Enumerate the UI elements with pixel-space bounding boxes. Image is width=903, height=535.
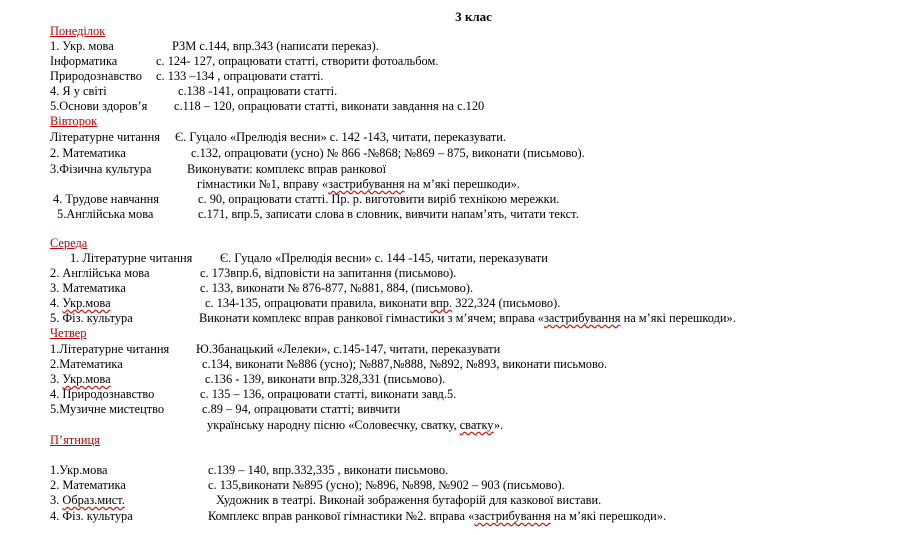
- assignment-text: Є. Гуцало «Прелюдія весни» с. 142 -143, читати, переказувати.: [175, 130, 506, 144]
- assignment-text: с.89 – 94, опрацювати статті; вивчити: [202, 402, 401, 416]
- subject-label: 5.Музичне мистецтво: [50, 402, 165, 416]
- subject-label: 4. Природознавство: [50, 387, 155, 401]
- assignment-text: с.134, виконати №886 (усно); №887,№888, №892, №893, виконати письмово.: [202, 357, 608, 371]
- text-segment: гімнастики №1, вправу «: [197, 177, 329, 191]
- subject-label: [50, 372, 111, 387]
- assignment-text: с. 135 – 136, опрацювати статті, виконати завд.5.: [200, 387, 457, 401]
- subject-label: Природознавство: [50, 69, 142, 83]
- page-title: 3 клас: [455, 9, 492, 24]
- assignment-text: Є. Гуцало «Прелюдія весни» с. 144 -145, читати, переказувати: [220, 251, 548, 265]
- day-heading-monday: Понеділок: [50, 24, 106, 38]
- assignment-text: с. 135,виконати №895 (усно); №896, №898, №902 – 903 (письмово).: [208, 478, 565, 492]
- text-segment: ».: [493, 418, 504, 432]
- subject-label: 4. Фіз. культура: [50, 509, 133, 523]
- assignment-text: с. 133, виконати № 876-877, №881, 884, (письмово).: [200, 281, 474, 295]
- item-number: 3.: [50, 372, 63, 386]
- day-heading-tuesday: Вівторок: [50, 114, 98, 128]
- spellcheck-word: сватку: [459, 418, 494, 432]
- assignment-text: Виконувати: комплекс вправ ранкової: [187, 162, 387, 176]
- assignment-text: с.171, впр.5, записати слова в словник, вивчити напам’ять, читати текст.: [198, 207, 579, 221]
- subject-label: 4. Трудове навчання: [53, 192, 160, 206]
- subject-label: [50, 296, 111, 311]
- subject-label: Літературне читання: [50, 130, 160, 144]
- text-segment: на м’які перешкоди».: [550, 509, 667, 523]
- text-segment: на м’які перешкоди».: [620, 311, 736, 325]
- assignment-text: [199, 311, 736, 326]
- subject-label: 3.Фізична культура: [50, 162, 152, 176]
- assignment-text: с.138 -141, опрацювати статті.: [178, 84, 338, 98]
- assignment-text: [207, 418, 503, 433]
- spellcheck-word: застрибування: [474, 509, 551, 523]
- assignment-text: Ю.Збанацький «Лелеки», с.145-147, читати, переказувати: [196, 342, 501, 356]
- text-segment: Виконати комплекс вправ ранкової гімнастики з м’ячем; вправа «: [199, 311, 544, 325]
- spellcheck-word: Укр.мова: [62, 372, 111, 386]
- text-segment: с. 134-135, опрацювати правила, виконати: [205, 296, 431, 310]
- text-segment: українську народну пісню «Соловеєчку, сватку,: [207, 418, 460, 432]
- subject-label: 1.Укр.мова: [50, 463, 108, 477]
- assignment-text: с.118 – 120, опрацювати статті, виконати завдання на с.120: [174, 99, 485, 113]
- subject-label: 2. Математика: [50, 146, 126, 160]
- subject-label: 5.Основи здоров’я: [50, 99, 148, 113]
- subject-label: 2. Математика: [50, 478, 126, 492]
- assignment-text: [205, 296, 560, 311]
- assignment-text: [197, 177, 520, 192]
- day-heading-thursday: Четвер: [50, 326, 87, 340]
- text-segment: Комплекс вправ ранкової гімнастики №2. вправа «: [208, 509, 475, 523]
- subject-label: 1. Літературне читання: [70, 251, 193, 265]
- assignment-text: с. 124- 127, опрацювати статті, створити фотоальбом.: [156, 54, 439, 68]
- subject-label: 5. Фіз. культура: [50, 311, 133, 325]
- subject-label: Інформатика: [50, 54, 118, 68]
- item-number: 3.: [50, 493, 63, 507]
- subject-label: 1.Літературне читання: [50, 342, 170, 356]
- day-heading-friday: П’ятниця: [50, 433, 100, 447]
- subject-label: 2.Математика: [50, 357, 123, 371]
- assignment-text: с.136 - 139, виконати впр.328,331 (письмово).: [205, 372, 446, 386]
- subject-label: 3. Математика: [50, 281, 126, 295]
- spellcheck-word: Образ.мист.: [62, 493, 125, 507]
- assignment-text: РЗМ с.144, впр.343 (написати переказ).: [172, 39, 379, 53]
- item-number: 4.: [50, 296, 63, 310]
- assignment-text: [208, 509, 666, 524]
- text-segment: 322,324 (письмово).: [452, 296, 561, 310]
- subject-label: [50, 493, 125, 508]
- subject-label: 1. Укр. мова: [50, 39, 114, 53]
- assignment-text: с.139 – 140, впр.332,335 , виконати письмово.: [208, 463, 449, 477]
- assignment-text: с. 90, опрацювати статті. Пр. р. виготовити виріб технікою мережки.: [198, 192, 560, 206]
- subject-label: 4. Я у світі: [50, 84, 107, 98]
- spellcheck-word: Укр.мова: [62, 296, 111, 310]
- assignment-text: с.132, опрацювати (усно) № 866 -№868; №869 – 875, виконати (письмово).: [191, 146, 585, 160]
- assignment-text: Художник в театрі. Виконай зображення бутафорій для казкової вистави.: [216, 493, 602, 507]
- assignment-text: с. 133 –134 , опрацювати статті.: [156, 69, 324, 83]
- assignment-text: с. 173впр.6, відповісти на запитання (письмово).: [200, 266, 457, 280]
- spellcheck-word: впр.: [430, 296, 453, 310]
- spellcheck-word: застрибування: [544, 311, 621, 325]
- text-segment: на м’які перешкоди».: [404, 177, 520, 191]
- subject-label: 5.Англійська мова: [57, 207, 154, 221]
- day-heading-wednesday: Середа: [50, 236, 88, 250]
- subject-label: 2. Англійська мова: [50, 266, 150, 280]
- spellcheck-word: застрибування: [328, 177, 405, 191]
